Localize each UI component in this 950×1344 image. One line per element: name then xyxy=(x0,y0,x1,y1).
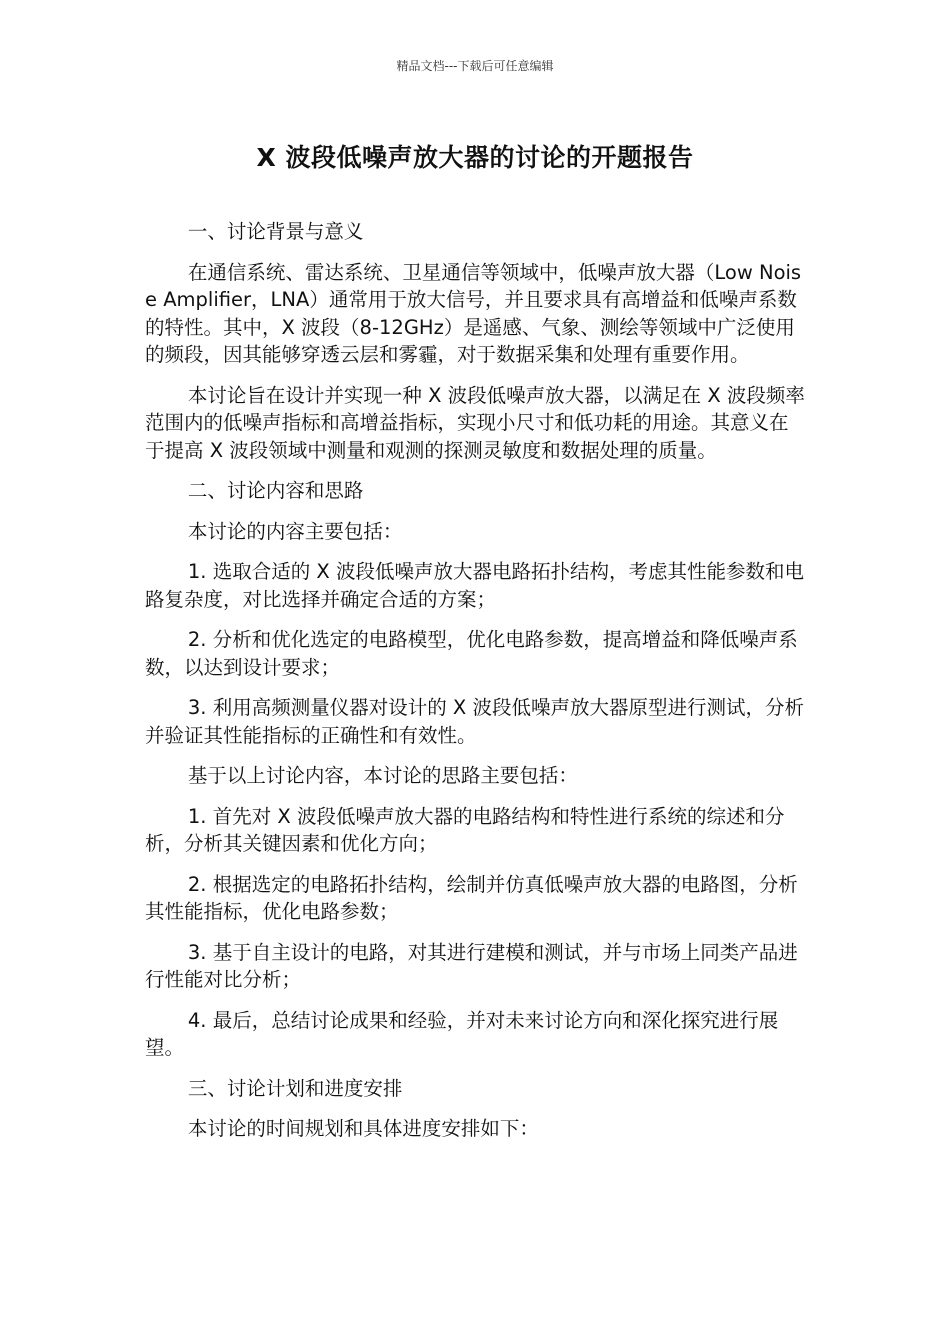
paragraph-background-1: 在通信系统、雷达系统、卫星通信等领域中，低噪声放大器（Low Noise Amplifier，LNA）通常用于放大信号，并且要求具有高增益和低噪声系数的特性。其中，X 波段（8-12GHz）是遥感、气象、测绘等领域中广泛使用的频段，因其能够穿透云层和雾霾，对于数据采集和处理有重要作用。 xyxy=(145,260,802,366)
paragraph-approach-intro: 基于以上讨论内容，本讨论的思路主要包括： xyxy=(187,764,578,787)
list-item-content-2: 2. 分析和优化选定的电路模型，优化电路参数，提高增益和降低噪声系数，以达到设计要求； xyxy=(145,628,798,679)
list-item-approach-1: 1. 首先对 X 波段低噪声放大器的电路结构和特性进行系统的综述和分析，分析其关键因素和优化方向； xyxy=(145,804,785,855)
list-item-content-1: 1. 选取合适的 X 波段低噪声放大器电路拓扑结构，考虑其性能参数和电路复杂度，对比选择并确定合适的方案； xyxy=(145,560,804,611)
document-body xyxy=(145,218,805,1156)
list-item-approach-4: 4. 最后，总结讨论成果和经验，并对未来讨论方向和深化探究进行展望。 xyxy=(145,1008,779,1059)
paragraph-schedule-intro: 本讨论的时间规划和具体进度安排如下： xyxy=(187,1117,539,1140)
paragraph-background-2: 本讨论旨在设计并实现一种 X 波段低噪声放大器，以满足在 X 波段频率范围内的低噪声指标和高增益指标，实现小尺寸和低功耗的用途。其意义在于提高 X 波段领域中测量和观测的探测灵敏度和数据处理的质量。 xyxy=(145,383,805,462)
list-item-approach-3: 3. 基于自主设计的电路，对其进行建模和测试，并与市场上同类产品进行性能对比分析； xyxy=(145,940,798,991)
header-note: 精品文档---下载后可任意编辑 xyxy=(396,59,554,73)
list-item-content-3: 3. 利用高频测量仪器对设计的 X 波段低噪声放大器原型进行测试，分析并验证其性能指标的正确性和有效性。 xyxy=(145,696,804,747)
paragraph-content-intro: 本讨论的内容主要包括： xyxy=(187,519,403,543)
list-item-approach-2: 2. 根据选定的电路拓扑结构，绘制并仿真低噪声放大器的电路图，分析其性能指标，优化电路参数； xyxy=(145,872,798,923)
section-heading-content: 二、讨论内容和思路 xyxy=(187,479,364,502)
document-title: X 波段低噪声放大器的讨论的开题报告 xyxy=(256,143,694,172)
section-heading-schedule: 三、讨论计划和进度安排 xyxy=(187,1076,403,1100)
section-heading-background: 一、讨论背景与意义 xyxy=(187,220,364,243)
